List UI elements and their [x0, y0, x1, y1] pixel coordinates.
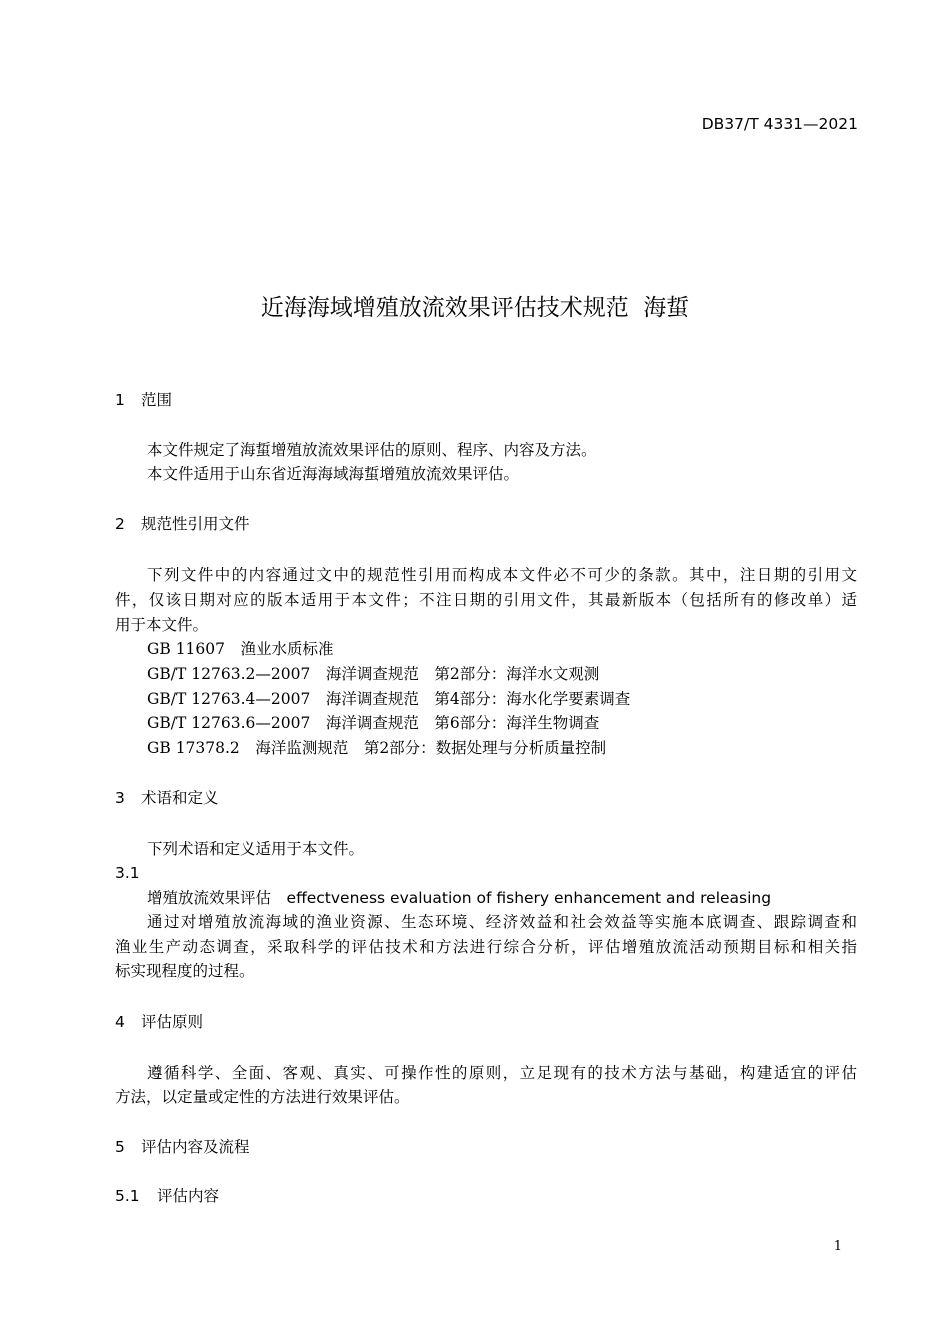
section-title: 评估内容及流程 — [141, 1138, 250, 1156]
section-4-heading — [115, 1012, 203, 1032]
paragraph-line: 方法，以定量或定性的方法进行效果评估。 — [115, 1088, 410, 1106]
reference-name: 海洋调查规范 第6部分：海洋生物调查 — [325, 714, 600, 732]
section-1-heading — [115, 390, 172, 410]
section-5-heading — [115, 1137, 250, 1157]
subsection-5-1-heading — [115, 1186, 219, 1206]
reference-name: 渔业水质标准 — [240, 640, 334, 658]
reference-item — [147, 664, 599, 684]
reference-item — [147, 689, 630, 709]
term-heading — [147, 888, 771, 908]
section-number: 5 — [115, 1138, 125, 1156]
reference-item — [147, 738, 606, 758]
paragraph-line: 用于本文件。 — [115, 616, 209, 634]
page-title: 近海海域增殖放流效果评估技术规范 海蜇 — [260, 295, 690, 321]
section-3-heading — [115, 788, 219, 808]
reference-item — [147, 639, 334, 659]
subsection-number: 5.1 — [115, 1187, 140, 1205]
reference-item — [147, 713, 599, 733]
standard-code: DB37/T 4331—2021 — [701, 115, 858, 133]
paragraph: 本文件适用于山东省近海海域海蜇增殖放流效果评估。 — [147, 465, 520, 483]
term-english: effectveness evaluation of fishery enhancement and releasing — [286, 889, 772, 907]
section-title: 评估原则 — [141, 1013, 204, 1031]
section-number: 1 — [115, 391, 125, 409]
page-number: 1 — [833, 1239, 842, 1254]
section-title: 术语和定义 — [141, 789, 219, 807]
section-number: 2 — [115, 515, 125, 533]
section-title: 范围 — [141, 391, 173, 409]
paragraph-line: 遵循科学、全面、客观、真实、可操作性的原则，立足现有的技术方法与基础，构建适宜的评估 — [147, 1064, 857, 1082]
reference-name: 海洋调查规范 第4部分：海水化学要素调查 — [325, 690, 631, 708]
subsection-title: 评估内容 — [157, 1187, 220, 1205]
reference-name: 海洋监测规范 第2部分：数据处理与分析质量控制 — [255, 739, 607, 757]
section-2-heading — [115, 514, 250, 534]
section-title: 规范性引用文件 — [141, 515, 250, 533]
term-number: 3.1 — [115, 864, 140, 882]
reference-code: GB/T 12763.2—2007 — [147, 665, 311, 683]
paragraph-line: 标实现程度的过程。 — [115, 962, 255, 980]
reference-code: GB 11607 — [147, 640, 226, 658]
reference-code: GB 17378.2 — [147, 739, 240, 757]
reference-code: GB/T 12763.4—2007 — [147, 690, 311, 708]
reference-name: 海洋调查规范 第2部分：海洋水文观测 — [325, 665, 600, 683]
paragraph-line: 下列文件中的内容通过文中的规范性引用而构成本文件必不可少的条款。其中，注日期的引用文 — [147, 566, 857, 584]
paragraph-line: 件，仅该日期对应的版本适用于本文件；不注日期的引用文件，其最新版本（包括所有的修改单）适 — [115, 591, 857, 609]
section-number: 3 — [115, 789, 125, 807]
paragraph: 下列术语和定义适用于本文件。 — [147, 840, 365, 858]
section-number: 4 — [115, 1013, 125, 1031]
term-chinese: 增殖放流效果评估 — [147, 889, 272, 907]
paragraph-line: 渔业生产动态调查，采取科学的评估技术和方法进行综合分析，评估增殖放流活动预期目标和相关指 — [115, 938, 857, 956]
paragraph-line: 通过对增殖放流海域的渔业资源、生态环境、经济效益和社会效益等实施本底调查、跟踪调查和 — [147, 913, 857, 931]
paragraph: 本文件规定了海蜇增殖放流效果评估的原则、程序、内容及方法。 — [147, 441, 597, 459]
reference-code: GB/T 12763.6—2007 — [147, 714, 311, 732]
